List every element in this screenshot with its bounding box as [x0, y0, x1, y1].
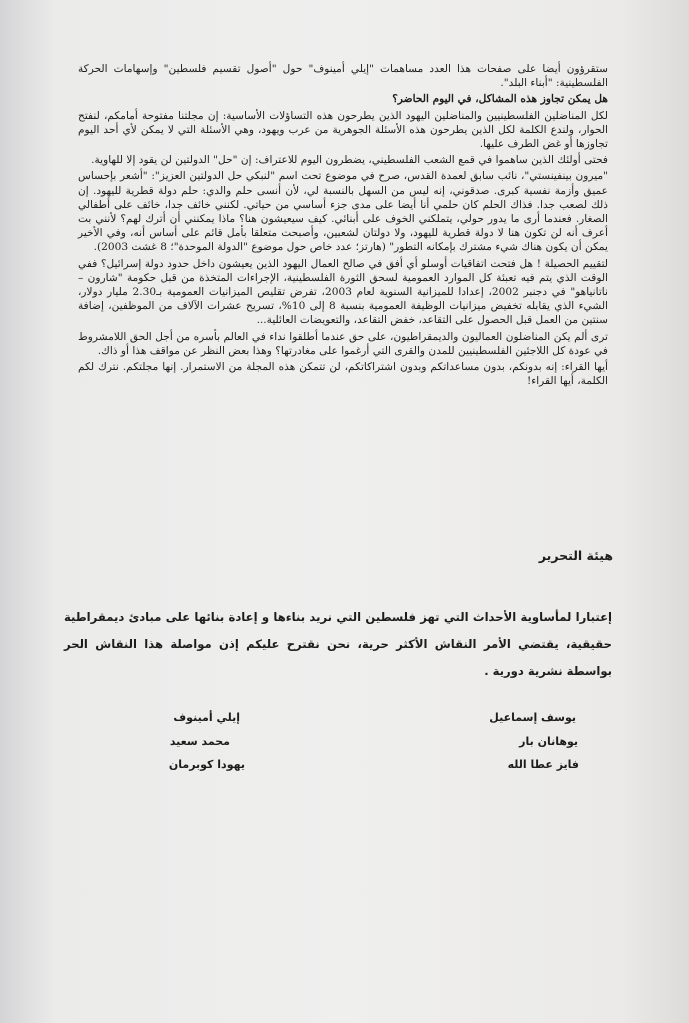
signatory-name: يهودا كوبرمان — [168, 758, 245, 771]
paragraph-admission: فحتى أولئك الذين ساهموا في قمع الشعب الفلسطيني، يضطرون اليوم للاعتراف: إن "حل" الدولتين لن يقود إلا للهاوية. — [91, 154, 608, 167]
signatory-name: محمد سعيد — [169, 735, 230, 748]
editorial-board-signoff: هيئة التحرير — [538, 548, 613, 563]
paragraph-dialogue: لكل المناضلين الفلسطينيين والمناضلين اليهود الذين يطرحون هذه التساؤلات الأساسية: إن مجلتنا مفتوحة أمامكم، لنفتح الحوار، ولندع الكلمة لكل الذين يطرحون هذه الأسئلة الجوهرية من عرب ويهود، وهي الأسئلة التي لا يمكن لأي أحد اليوم تجاوزها أو غض الطرف عليها. — [78, 109, 608, 151]
signatory-name: يوهانان بار — [519, 735, 578, 748]
signatory-name: يوسف إسماعيل — [489, 711, 576, 724]
founding-statement: إعتبارا لمأساوية الأحداث التي تهز فلسطين التي نريد بناءها و إعادة بنائها على مبادئ ديمقراطية حقيقية، يقتضي الأمر النقاش الأكثر حرية، نحن نقترح عليكم إذن مواصلة هذا النقاش الحر بواسطة نشرية دورية . — [64, 610, 612, 678]
paragraph-question: هل يمكن تجاوز هذه المشاكل، في اليوم الحاضر؟ — [392, 93, 608, 106]
paragraph-intro: ستقرؤون أيضا على صفحات هذا العدد مساهمات "إيلي أمينوف" حول "أصول تقسيم فلسطين" وإسهامات الحركة الفلسطينية: "أبناء البلد". — [78, 63, 608, 90]
paragraph-right-of-return: ترى ألم يكن المناضلون العماليون والديمقراطيون، على حق عندما أطلقوا نداء في العالم بأسره من أجل الحق اللامشروط في عودة كل اللاجئين الفلسطينيين للمدن والقرى التي أرغموا على مغادرتها؟ وهذا بعض النظر عن مواقف هذا أو ذاك. — [78, 330, 608, 357]
paragraph-readers-appeal: أيها القراء: إنه بدونكم، بدون مساعداتكم وبدون اشتراكاتكم، لن تتمكن هذه المجلة من الاستمرار. إنها مجلتكم. نترك لكم الكلمة، أيها القراء! — [78, 361, 608, 388]
signatory-name: إيلي أمينوف — [173, 711, 240, 724]
signatory-name: فايز عطا الله — [507, 758, 579, 771]
editorial-text — [78, 62, 608, 390]
paragraph-oslo-assessment: لتقييم الحصيلة ! هل فتحت اتفاقيات أوسلو أي أفق في صالح العمال اليهود الذين يعيشون داخل حدود دولة إسرائيل؟ ففي الوقت الذي يتم فيه تعبئة كل الموارد العمومية لسحق الثورة الفلسطينية، الإجراءات المتخذة من قبل حكومة "شارون – ناتانياهو" في دجنبر 2002، إعدادا للميزانية السنوية لعام 2003، تفرض تقليص الميزانيات العمومية بـ2.30 مليار دولار، الشيء الذي يقابله تخفيض ميزانيات الوظيفة العمومية بنسبة 8 إلى 10%، تسريح عشرات الآلاف من الموظفين، إضافة سنتين من العمل قبل الحصول على التقاعد، خفض التقاعد، والتعويضات العائلية... — [78, 257, 608, 327]
paragraph-benvenisti-quote: "ميرون بينفينستي"، نائب سابق لعمدة القدس، صرح في موضوع تحت اسم "لنبكي حل الدولتين العزيز": "أشعر بإحساس عميق وأزمة نفسية كبرى. صدقوني، إنه ليس من السهل بالنسبة لي، لأن أنسى حلم والدي: حلم دولة قطرية لليهود. إن ذلك لصعب جدا. فذاك الحلم كان حلمي أنا أيضا على مدى جزء أساسي من حياتي. لكنني خائف جدا، خائف على أطفالي الصغار. فعندما أرى ما يدور حولي، يتملكني الخوف على أبنائي. كيف سيعيشون هنا؟ ماذا يمكنني أن أترك لهم؟ لأنني بت أعرف أنه لن تكون هنا لا دولة قطرية لليهود، ولا دولتان لشعبين، وأصبحت متعلقا بأمل قائم على أساس أنه، وفي الأخير يمكن أن يكون هناك شيء مشترك بإمكانه التطور" (هارتز؛ عدد خاص حول موضوع "الدولة الموحدة"؛ 8 غشت 2003). — [78, 170, 608, 254]
